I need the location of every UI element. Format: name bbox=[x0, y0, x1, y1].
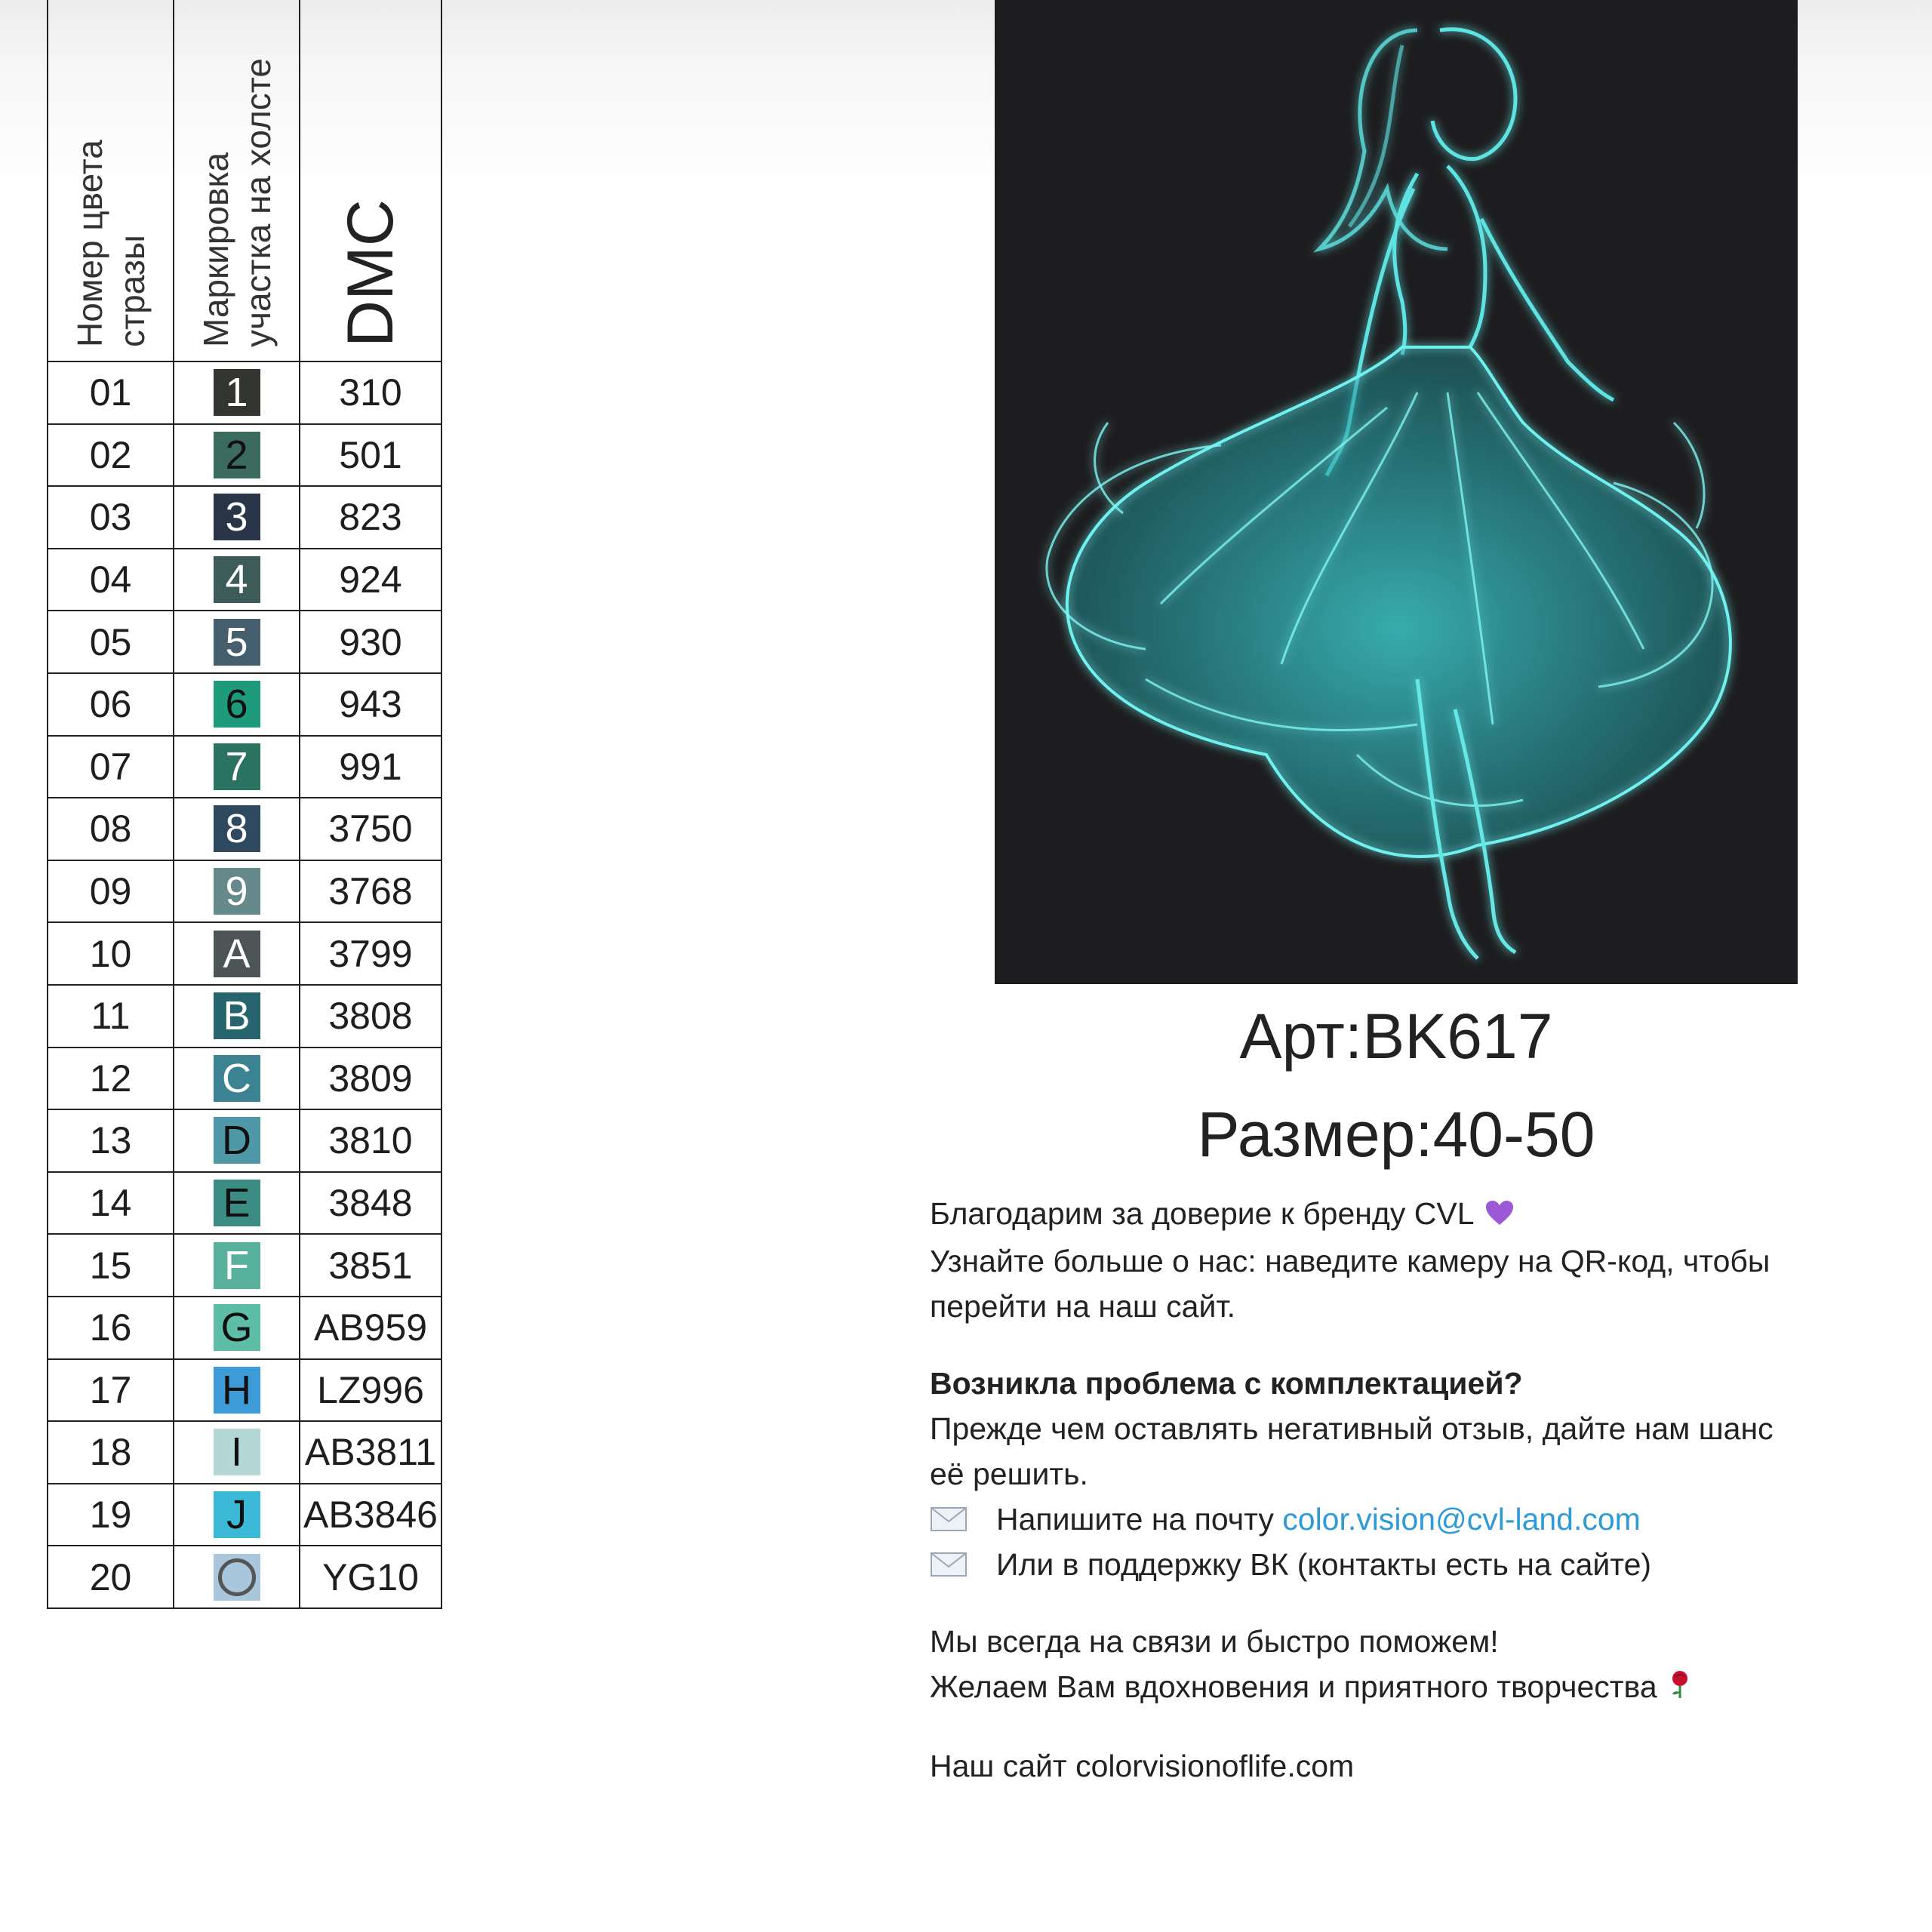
marking-swatch: E bbox=[214, 1180, 260, 1226]
marking-swatch: 2 bbox=[214, 432, 260, 478]
rose-icon bbox=[1669, 1666, 1691, 1712]
marking-swatch: J bbox=[214, 1491, 260, 1538]
artwork-dancing-woman bbox=[995, 0, 1798, 984]
marking-swatch: H bbox=[214, 1367, 260, 1414]
learn-line-2: перейти на наш сайт. bbox=[930, 1289, 1235, 1324]
table-row bbox=[47, 1422, 442, 1484]
table-row bbox=[47, 425, 442, 488]
header-color-number bbox=[47, 0, 173, 361]
marking-cell bbox=[173, 1484, 299, 1546]
dmc-code-cell: 3750 bbox=[299, 798, 442, 860]
dmc-code-cell: 3809 bbox=[299, 1048, 442, 1109]
email-link[interactable]: color.vision@cvl-land.com bbox=[1282, 1502, 1641, 1537]
email-prefix: Напишите на почту bbox=[996, 1502, 1274, 1537]
dmc-code-cell: AB959 bbox=[299, 1297, 442, 1358]
header-color-number-line2: стразы bbox=[112, 235, 152, 347]
color-table bbox=[47, 0, 442, 1609]
wish-text: Желаем Вам вдохновения и приятного творчества bbox=[930, 1669, 1657, 1705]
thanks-line bbox=[930, 1191, 1911, 1238]
color-number-cell: 17 bbox=[47, 1360, 173, 1421]
color-number-cell: 07 bbox=[47, 737, 173, 798]
header-dmc-label: DMC bbox=[334, 199, 407, 347]
table-row bbox=[47, 549, 442, 612]
table-row bbox=[47, 674, 442, 737]
table-row bbox=[47, 487, 442, 549]
marking-swatch: C bbox=[214, 1055, 260, 1102]
marking-swatch: 5 bbox=[214, 619, 260, 666]
color-number-cell: 10 bbox=[47, 923, 173, 984]
marking-cell bbox=[173, 923, 299, 984]
marking-swatch: 9 bbox=[214, 868, 260, 915]
email-row bbox=[930, 1497, 1911, 1542]
marking-swatch: 4 bbox=[214, 556, 260, 603]
color-number-cell: 02 bbox=[47, 425, 173, 486]
marking-cell bbox=[173, 1173, 299, 1234]
dmc-code-cell: AB3811 bbox=[299, 1422, 442, 1483]
dmc-code-cell: 930 bbox=[299, 611, 442, 672]
marking-swatch: F bbox=[214, 1242, 260, 1289]
learn-line-1: Узнайте больше о нас: наведите камеру на QR-код, чтобы bbox=[930, 1244, 1770, 1279]
color-number-cell: 06 bbox=[47, 674, 173, 735]
dmc-code-cell: 501 bbox=[299, 425, 442, 486]
problem-line-2: её решить. bbox=[930, 1457, 1088, 1492]
table-row bbox=[47, 611, 442, 674]
table-row bbox=[47, 1297, 442, 1360]
vk-row bbox=[930, 1542, 1911, 1587]
marking-swatch: 6 bbox=[214, 681, 260, 728]
marking-cell bbox=[173, 986, 299, 1047]
table-row bbox=[47, 362, 442, 425]
table-row bbox=[47, 923, 442, 986]
color-number-cell: 12 bbox=[47, 1048, 173, 1109]
marking-cell bbox=[173, 362, 299, 423]
marking-cell bbox=[173, 1048, 299, 1109]
dmc-code-cell: 3810 bbox=[299, 1110, 442, 1171]
problem-heading: Возникла проблема с комплектацией? bbox=[930, 1366, 1523, 1401]
color-number-cell: 16 bbox=[47, 1297, 173, 1358]
header-marking-line1: Маркировка bbox=[195, 152, 235, 347]
circle-icon bbox=[218, 1558, 256, 1596]
marking-cell bbox=[173, 1546, 299, 1607]
color-number-cell: 03 bbox=[47, 487, 173, 548]
marking-swatch: A bbox=[214, 931, 260, 977]
table-row bbox=[47, 798, 442, 861]
table-row bbox=[47, 861, 442, 924]
contact-line: Мы всегда на связи и быстро поможем! bbox=[930, 1624, 1499, 1660]
marking-swatch: G bbox=[214, 1304, 260, 1351]
wish-line bbox=[930, 1664, 1911, 1712]
marking-cell bbox=[173, 1297, 299, 1358]
vk-support-text: Или в поддержку ВК (контакты есть на сайте) bbox=[996, 1547, 1652, 1583]
circle-marking-swatch bbox=[214, 1554, 260, 1601]
marking-cell bbox=[173, 1422, 299, 1483]
color-number-cell: 04 bbox=[47, 549, 173, 611]
table-row bbox=[47, 737, 442, 799]
envelope-icon bbox=[930, 1552, 968, 1577]
purple-heart-icon bbox=[1484, 1193, 1515, 1238]
marking-cell bbox=[173, 737, 299, 798]
table-row bbox=[47, 1173, 442, 1235]
dmc-code-cell: 823 bbox=[299, 487, 442, 548]
marking-cell bbox=[173, 1110, 299, 1171]
marking-cell bbox=[173, 674, 299, 735]
marking-cell bbox=[173, 1360, 299, 1421]
color-number-cell: 11 bbox=[47, 986, 173, 1047]
marking-cell bbox=[173, 1235, 299, 1296]
dmc-code-cell: 3851 bbox=[299, 1235, 442, 1296]
color-number-cell: 19 bbox=[47, 1484, 173, 1546]
dmc-code-cell: 3808 bbox=[299, 986, 442, 1047]
info-block bbox=[930, 1191, 1911, 1789]
header-marking-line2: участка на холсте bbox=[238, 58, 278, 347]
color-number-cell: 05 bbox=[47, 611, 173, 672]
dmc-code-cell: 310 bbox=[299, 362, 442, 423]
table-header bbox=[47, 0, 442, 362]
site-line: Наш сайт colorvisionoflife.com bbox=[930, 1749, 1355, 1784]
table-body bbox=[47, 362, 442, 1609]
dmc-code-cell: AB3846 bbox=[299, 1484, 442, 1546]
color-number-cell: 01 bbox=[47, 362, 173, 423]
table-row bbox=[47, 1484, 442, 1547]
article-number: Арт:BK617 bbox=[1239, 1001, 1553, 1072]
thanks-text: Благодарим за доверие к бренду CVL bbox=[930, 1196, 1473, 1231]
color-number-cell: 09 bbox=[47, 861, 173, 922]
table-row bbox=[47, 986, 442, 1048]
marking-cell bbox=[173, 798, 299, 860]
header-dmc bbox=[299, 0, 442, 361]
marking-swatch: D bbox=[214, 1117, 260, 1164]
table-row bbox=[47, 1546, 442, 1609]
marking-cell bbox=[173, 487, 299, 548]
table-row bbox=[47, 1048, 442, 1111]
color-number-cell: 13 bbox=[47, 1110, 173, 1171]
dmc-code-cell: 943 bbox=[299, 674, 442, 735]
marking-cell bbox=[173, 611, 299, 672]
marking-swatch: B bbox=[214, 992, 260, 1039]
marking-swatch: 8 bbox=[214, 805, 260, 852]
color-number-cell: 14 bbox=[47, 1173, 173, 1234]
table-row bbox=[47, 1360, 442, 1423]
dmc-code-cell: LZ996 bbox=[299, 1360, 442, 1421]
marking-cell bbox=[173, 549, 299, 611]
header-marking bbox=[173, 0, 299, 361]
color-number-cell: 08 bbox=[47, 798, 173, 860]
color-number-cell: 15 bbox=[47, 1235, 173, 1296]
marking-cell bbox=[173, 861, 299, 922]
color-number-cell: 18 bbox=[47, 1422, 173, 1483]
dmc-code-cell: 924 bbox=[299, 549, 442, 611]
marking-swatch: 3 bbox=[214, 494, 260, 540]
dmc-code-cell: 3848 bbox=[299, 1173, 442, 1234]
envelope-icon bbox=[930, 1506, 968, 1532]
marking-swatch: 7 bbox=[214, 743, 260, 790]
table-row bbox=[47, 1235, 442, 1297]
dmc-code-cell: YG10 bbox=[299, 1546, 442, 1607]
marking-swatch: 1 bbox=[214, 369, 260, 416]
header-color-number-line1: Номер цвета bbox=[69, 140, 109, 347]
problem-line-1: Прежде чем оставлять негативный отзыв, дайте нам шанс bbox=[930, 1411, 1774, 1447]
marking-cell bbox=[173, 425, 299, 486]
product-size: Размер:40-50 bbox=[1197, 1099, 1595, 1170]
table-row bbox=[47, 1110, 442, 1173]
dmc-code-cell: 991 bbox=[299, 737, 442, 798]
dmc-code-cell: 3799 bbox=[299, 923, 442, 984]
color-number-cell: 20 bbox=[47, 1546, 173, 1607]
dmc-code-cell: 3768 bbox=[299, 861, 442, 922]
marking-swatch: I bbox=[214, 1429, 260, 1475]
